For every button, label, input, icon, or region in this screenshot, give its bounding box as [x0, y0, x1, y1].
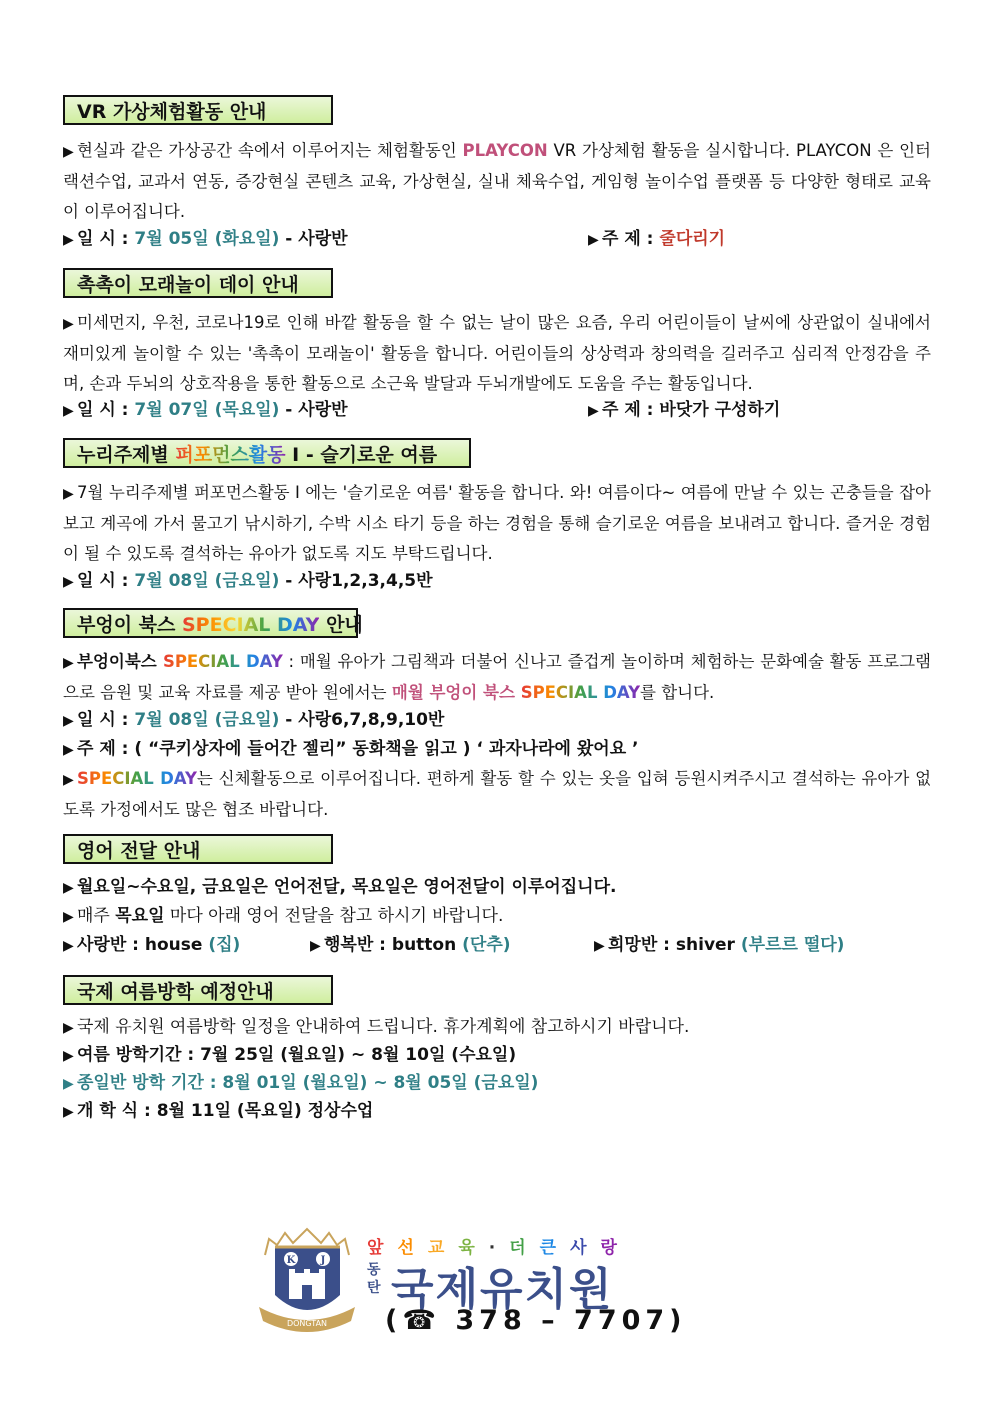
svg-text:DONGTAN: DONGTAN — [286, 1319, 328, 1328]
english-line-1: ▶ 월요일~수요일, 금요일은 언어전달, 목요일은 영어전달이 이루어집니다. — [63, 873, 616, 902]
bullet-icon: ▶ — [588, 232, 599, 248]
section-title-sand: 촉촉이 모래놀이 데이 안내 — [63, 268, 333, 298]
english-line-2: ▶ 매주 목요일 마다 아래 영어 전달을 참고 하시기 바랍니다. — [63, 902, 503, 931]
vacation-line-3: ▶ 종일반 방학 기간 : 8월 01일 (월요일) ~ 8월 05일 (금요일) — [63, 1069, 538, 1098]
section-title-vacation: 국제 여름방학 예정안내 — [63, 975, 333, 1005]
bullet-icon: ▶ — [63, 232, 74, 248]
sand-date-row: ▶ 일 시 : 7월 07일 (목요일) - 사랑반 — [63, 396, 348, 425]
english-word-sarang: ▶ 사랑반 : house (집) — [63, 931, 240, 960]
bullet-icon: ▶ — [63, 144, 74, 160]
svg-text:K: K — [286, 1255, 296, 1266]
bullet-icon: ▶ — [63, 1076, 74, 1092]
vacation-line-4: ▶ 개 학 식 : 8월 11일 (목요일) 정상수업 — [63, 1097, 373, 1126]
castle-emblem-icon — [255, 1225, 360, 1340]
vacation-line-2: ▶ 여름 방학기간 : 7월 25일 (월요일) ~ 8월 10일 (수요일) — [63, 1041, 516, 1070]
kindergarten-logo — [255, 1225, 685, 1345]
logo-small-text: 동 탄 — [367, 1262, 381, 1296]
sand-theme-row: ▶ 주 제 : 바닷가 구성하기 — [588, 396, 780, 425]
bullet-icon: ▶ — [63, 486, 74, 502]
bullet-icon: ▶ — [63, 655, 74, 671]
bullet-icon: ▶ — [594, 938, 605, 954]
section-title-owl-books: 부엉이 북스 SPECIAL DAY 안내 — [63, 608, 358, 638]
kindergarten-name: 국제유치원 — [391, 1264, 614, 1315]
owl-books-date-row: ▶ 일 시 : 7월 08일 (금요일) - 사랑6,7,8,9,10반 — [63, 706, 444, 735]
bullet-icon: ▶ — [63, 742, 74, 758]
bullet-icon: ▶ — [63, 938, 74, 954]
bullet-icon: ▶ — [63, 772, 74, 788]
vr-theme-row: ▶ 주 제 : 줄다리기 — [588, 225, 725, 254]
bullet-icon: ▶ — [63, 1048, 74, 1064]
bullet-icon: ▶ — [63, 1104, 74, 1120]
bullet-icon: ▶ — [63, 713, 74, 729]
special-day-note: ▶ SPECIAL DAY는 신체활동으로 이루어집니다. 편하게 활동 할 수 있는 옷을 입혀 등원시켜주시고 결석하는 유아가 없도록 가정에서도 많은 협조 바랍니다. — [63, 764, 931, 825]
bullet-icon: ▶ — [63, 403, 74, 419]
vr-description: ▶ 현실과 같은 가상공간 속에서 이루어지는 체험활동인 PLAYCON VR 가상체험 활동을 실시합니다. PLAYCON 은 인터랙션수업, 교과서 연동, 증강현실 콘텐츠 교육, 가상현실, 실내 체육수업, 게임형 놀이수업 플랫폼 등 다양한 형태로 교육이 이루어집니다. — [63, 136, 931, 227]
owl-books-theme-row: ▶ 주 제 : ( “쿠키상자에 들어간 젤리” 동화책을 읽고 ) ‘ 과자나라에 왔어요 ’ — [63, 735, 639, 764]
slogan: 앞선교육·더큰사랑 — [367, 1238, 631, 1258]
bullet-icon: ▶ — [63, 574, 74, 590]
english-word-haengbok: ▶ 행복반 : button (단추) — [310, 931, 511, 960]
owl-books-description: ▶ 부엉이북스 SPECIAL DAY : 매월 유아가 그림책과 더불어 신나고 즐겁게 놀이하며 체험하는 문화예술 활동 프로그램으로 음원 및 교육 자료를 제공 받아 원에서는 매월 부엉이 북스 SPECIAL DAY를 합니다. — [63, 647, 931, 708]
bullet-icon: ▶ — [63, 1020, 74, 1036]
section-title-performance: 누리주제별 퍼포먼스활동 I - 슬기로운 여름 — [63, 438, 471, 468]
phone-number: (☎ 378 – 7707) — [385, 1305, 687, 1336]
bullet-icon: ▶ — [310, 938, 321, 954]
section-title-english: 영어 전달 안내 — [63, 834, 333, 864]
sand-description: ▶ 미세먼지, 우천, 코로나19로 인해 바깥 활동을 할 수 없는 날이 많은 요즘, 우리 어린이들이 날씨에 상관없이 실내에서 재미있게 놀이할 수 있는 '촉촉이 모래놀이' 활동을 합니다. 어린이들의 상상력과 창의력을 길러주고 심리적 안정감을 주며, 손과 두뇌의 상호작용을 통한 활동으로 소근육 발달과 두뇌개발에도 도움을 주는 활동입니다. — [63, 308, 931, 399]
vr-date-row: ▶ 일 시 : 7월 05일 (화요일) - 사랑반 — [63, 225, 348, 254]
bullet-icon: ▶ — [63, 909, 74, 925]
bullet-icon: ▶ — [63, 880, 74, 896]
performance-description: ▶ 7월 누리주제별 퍼포먼스활동 I 에는 '슬기로운 여름' 활동을 합니다. 와! 여름이다~ 여름에 만날 수 있는 곤충들을 잡아보고 계곡에 가서 물고기 낚시하기, 수박 시소 타기 등을 하는 경험을 통해 슬기로운 여름을 보내려고 합니다. 즐거운 경험이 될 수 있도록 결석하는 유아가 없도록 지도 부탁드립니다. — [63, 478, 931, 569]
vacation-line-1: ▶ 국제 유치원 여름방학 일정을 안내하여 드립니다. 휴가계획에 참고하시기 바랍니다. — [63, 1013, 689, 1042]
svg-text:J: J — [320, 1255, 326, 1266]
english-word-huimang: ▶ 희망반 : shiver (부르르 떨다) — [594, 931, 844, 960]
bullet-icon: ▶ — [63, 316, 74, 332]
bullet-icon: ▶ — [588, 403, 599, 419]
section-title-vr: VR 가상체험활동 안내 — [63, 95, 333, 125]
performance-date-row: ▶ 일 시 : 7월 08일 (금요일) - 사랑1,2,3,4,5반 — [63, 567, 433, 596]
